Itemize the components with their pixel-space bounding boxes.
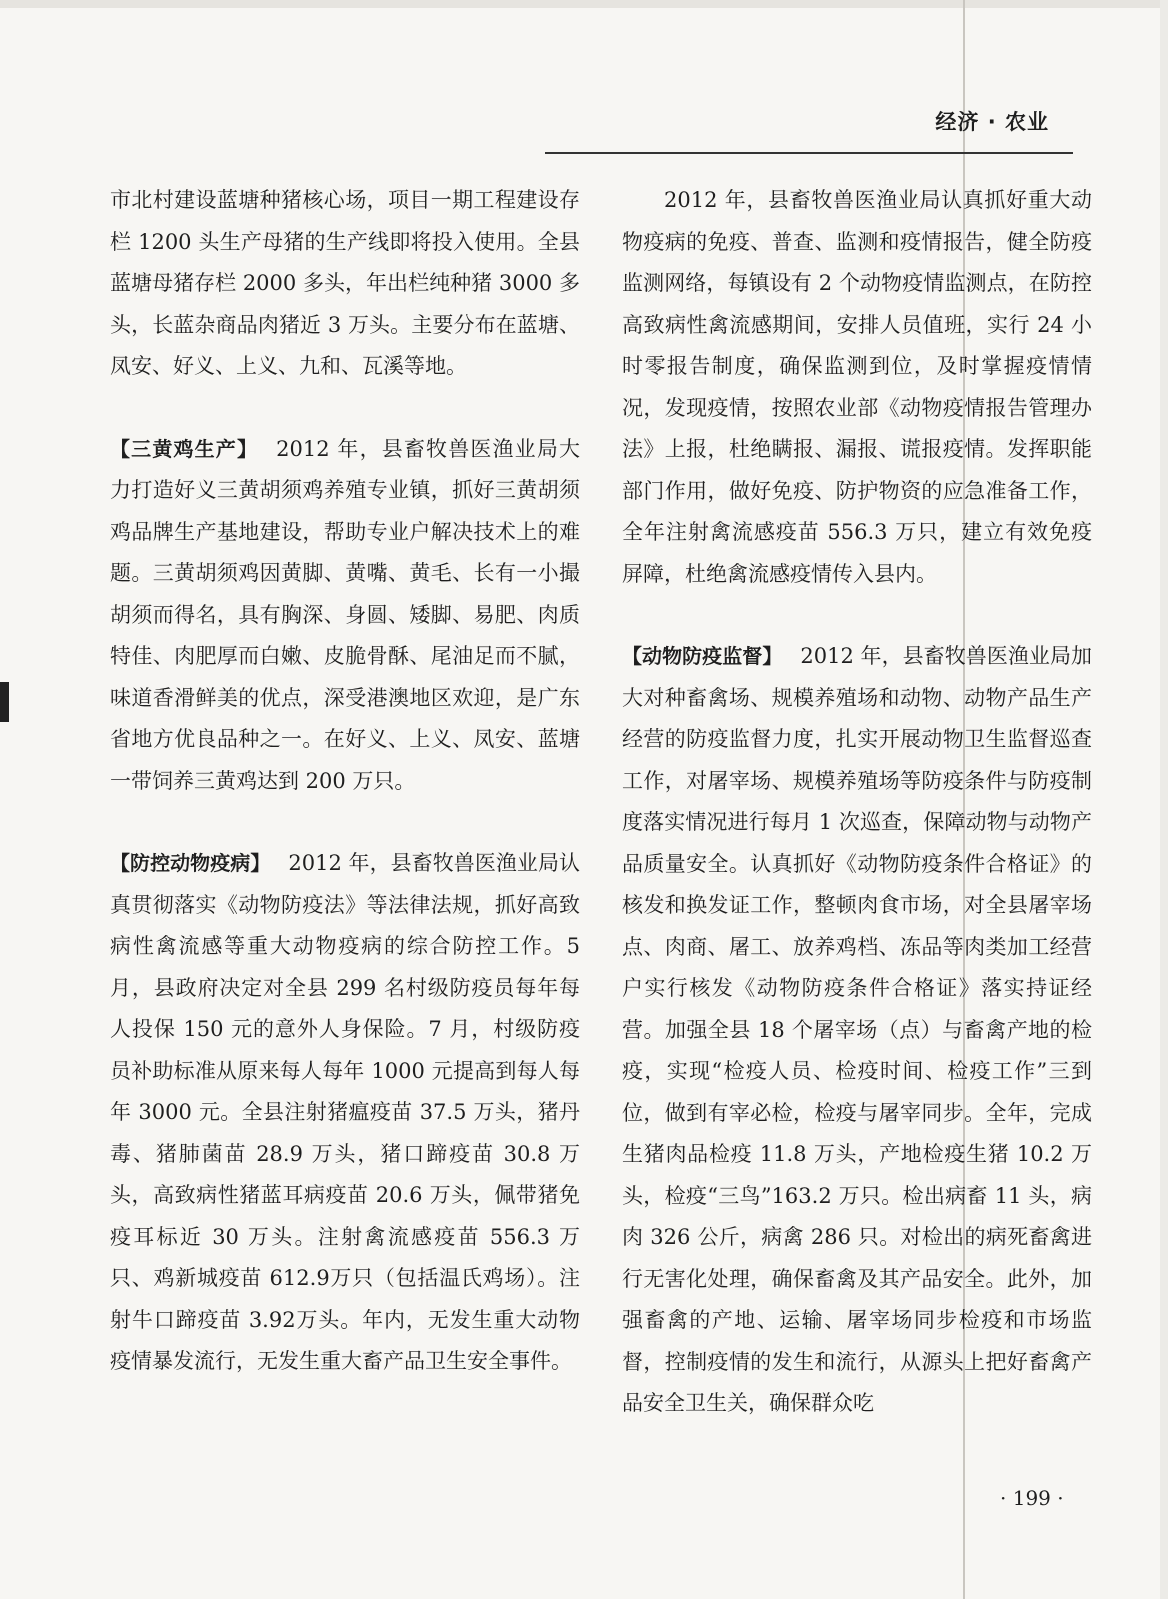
- epidemic-reporting-paragraph: 2012 年，县畜牧兽医渔业局认真抓好重大动物疫病的免疫、普查、监测和疫情报告，健全防疫监测网络，每镇设有 2 个动物疫情监测点，在防控高致病性禽流感期间，安排人员值班，实行 24 小时零报告制度，确保监测到位，及时掌握疫情情况，发现疫情，按照农业部《动物疫情报告管理办法》上报，杜绝瞒报、漏报、谎报疫情。发挥职能部门作用，做好免疫、防护物资的应急准备工作，全年注射禽流感疫苗 556.3 万只，建立有效免疫屏障，杜绝禽流感疫情传入县内。: [622, 188, 1092, 586]
- section-disease-control: [110, 843, 580, 1383]
- paragraph-gap: [110, 388, 580, 429]
- section-body: 2012 年，县畜牧兽医渔业局认真贯彻落实《动物防疫法》等法律法规，抓好高致病性禽流感等重大动物疫病的综合防控工作。5 月，县政府决定对全县 299 名村级防疫员每年每人投保 150 元的意外人身保险。7 月，村级防疫员补助标准从原来每人每年 1000 元提高到每人每年 3000 元。全县注射猪瘟疫苗 37.5 万头，猪丹毒、猪肺菌苗 28.9 万头，猪口蹄疫苗 30.8 万头，高致病性猪蓝耳病疫苗 20.6 万头，佩带猪免疫耳标近 30 万头。注射禽流感疫苗 556.3 万只、鸡新城疫苗 612.9万只（包括温氏鸡场）。注射牛口蹄疫苗 3.92万头。年内，无发生重大动物疫情暴发流行，无发生重大畜产品卫生安全事件。: [110, 851, 580, 1373]
- page-number: · 199 ·: [1000, 1486, 1064, 1510]
- scan-edge-right: [1160, 0, 1168, 1599]
- left-column: [110, 180, 580, 1383]
- section-body: 2012 年，县畜牧兽医渔业局加大对种畜禽场、规模养殖场和动物、动物产品生产经营的防疫监督力度，扎实开展动物卫生监督巡查工作，对屠宰场、规模养殖场等防疫条件与防疫制度落实情况进行每月 1 次巡查，保障动物与动物产品质量安全。认真抓好《动物防疫条件合格证》的核发和换发证工作，整顿肉食市场，对全县屠宰场点、肉商、屠工、放养鸡档、冻品等肉类加工经营户实行核发《动物防疫条件合格证》落实持证经营。加强全县 18 个屠宰场（点）与畜禽产地的检疫，实现“检疫人员、检疫时间、检疫工作”三到位，做到有宰必检，检疫与屠宰同步。全年，完成生猪肉品检疫 11.8 万头，产地检疫生猪 10.2 万头，检疫“三鸟”163.2 万只。检出病畜 11 头，病肉 326 公斤，病禽 286 只。对检出的病死畜禽进行无害化处理，确保畜禽及其产品安全。此外，加强畜禽的产地、运输、屠宰场同步检疫和市场监督，控制疫情的发生和流行，从源头上把好畜禽产品安全卫生关，确保群众吃: [622, 644, 1092, 1415]
- scan-edge-top: [0, 0, 1168, 8]
- section-heading: 【动物防疫监督】: [622, 644, 783, 668]
- paragraph-gap: [622, 595, 1092, 636]
- section-title: 经济 · 农业: [935, 110, 1049, 134]
- section-sanhuang-chicken: [110, 429, 580, 803]
- section-quarantine-supervision: [622, 636, 1092, 1425]
- paragraph-gap: [110, 802, 580, 843]
- continued-paragraph: 市北村建设蓝塘种猪核心场，项目一期工程建设存栏 1200 头生产母猪的生产线即将投入使用。全县蓝塘母猪存栏 2000 多头，年出栏纯种猪 3000 多头，长蓝杂商品肉猪近 3 万头。主要分布在蓝塘、凤安、好义、上义、九和、瓦溪等地。: [110, 188, 580, 378]
- binding-mark: [0, 682, 9, 722]
- right-column: [622, 180, 1092, 1425]
- section-heading: 【三黄鸡生产】: [110, 436, 259, 461]
- section-heading: 【防控动物疫病】: [110, 851, 271, 875]
- running-header: [545, 100, 1073, 154]
- section-body: 2012 年，县畜牧兽医渔业局大力打造好义三黄胡须鸡养殖专业镇，抓好三黄胡须鸡品牌生产基地建设，帮助专业户解决技术上的难题。三黄胡须鸡因黄脚、黄嘴、黄毛、长有一小撮胡须而得名，具有胸深、身圆、矮脚、易肥、肉质特佳、肉肥厚而白嫩、皮脆骨酥、尾油足而不腻，味道香滑鲜美的优点，深受港澳地区欢迎，是广东省地方优良品种之一。在好义、上义、凤安、蓝塘一带饲养三黄鸡达到 200 万只。: [110, 436, 580, 793]
